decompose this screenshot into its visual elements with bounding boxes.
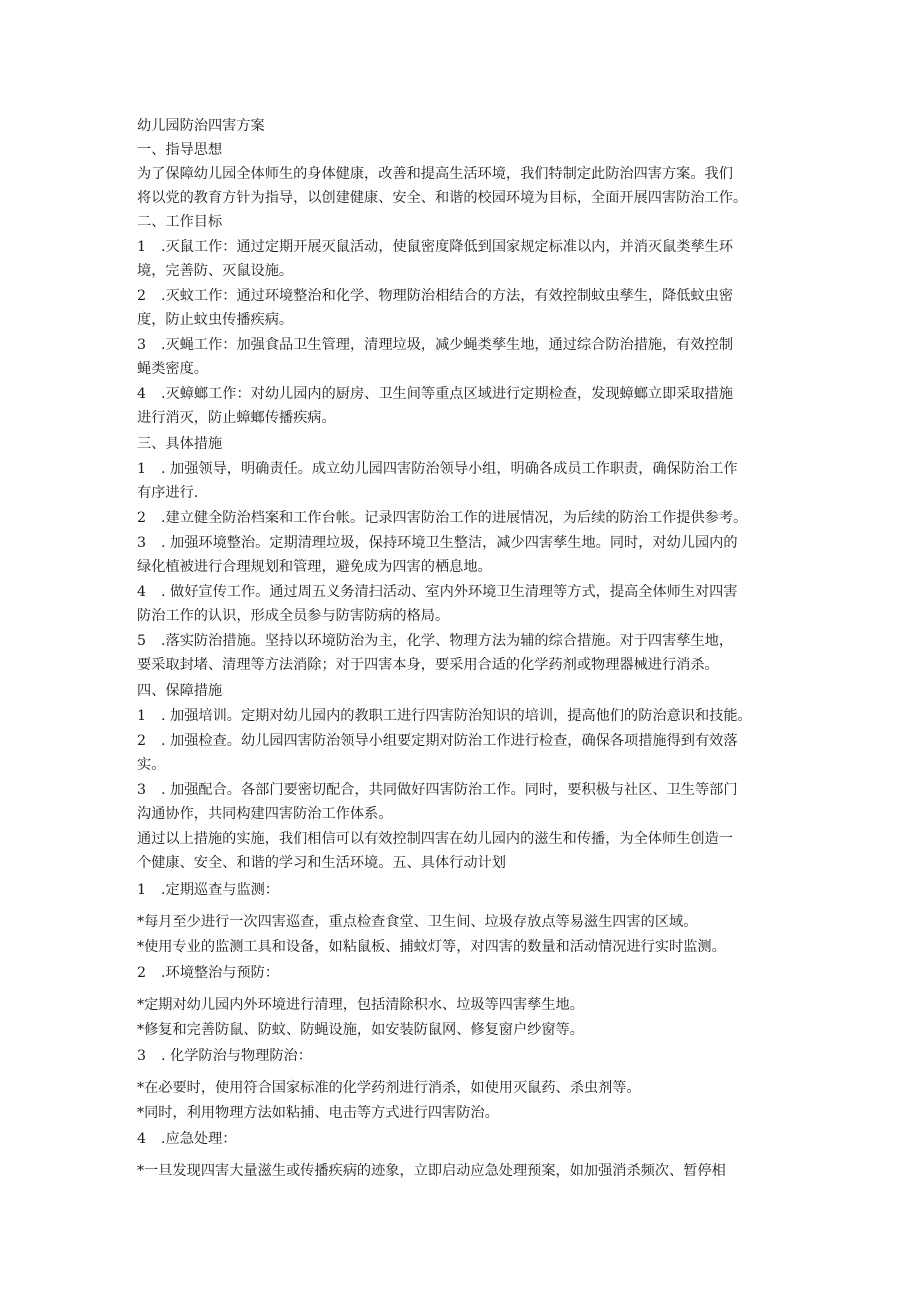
paragraph-line: 防治工作的认识，形成全员参与防害防病的格局。 [137,608,450,624]
list-number: 1 [137,882,147,898]
list-number: 3 [137,337,147,353]
bullet-line: *每月至少进行一次四害巡查，重点检查食堂、卫生间、垃圾存放点等易滋生四害的区域。 [137,914,698,930]
list-text: . 加强配合。各部门要密切配合，共同做好四害防治工作。同时，要积极与社区、卫生等部门 [161,782,738,798]
list-text: .落实防治措施。坚持以环境防治为主，化学、物理方法为辅的综合措施。对于四害孳生地， [161,633,734,649]
list-text: . 做好宣传工作。通过周五义务清扫活动、室内外环境卫生清理等方式，提高全体师生对四害 [161,584,738,600]
paragraph-line: 沟通协作，共同构建四害防治工作体系。 [137,806,393,822]
paragraph-line: 境，完善防、灭鼠设施。 [137,263,294,279]
list-number: 5 [137,633,147,649]
document-title: 幼儿园防治四害方案 [137,118,265,134]
bullet-line: *一旦发现四害大量滋生或传播疾病的迹象，立即启动应急处理预案，如加强消杀频次、暂停相 [137,1163,726,1179]
bullet-line: *在必要时，使用符合国家标准的化学药剂进行消杀，如使用灭鼠药、杀虫剂等。 [137,1080,641,1096]
list-text: . 加强培训。定期对幼儿园内的教职工进行四害防治知识的培训，提高他们的防治意识和技能。 [161,708,752,724]
list-item [137,335,733,357]
list-text: . 化学防治与物理防治： [161,1048,312,1064]
list-text: .建立健全防治档案和工作台帐。记录四害防治工作的进展情况，为后续的防治工作提供参考。 [161,510,748,526]
list-item [137,731,738,753]
paragraph-line: 为了保障幼儿园全体师生的身体健康，改善和提高生活环境，我们特制定此防治四害方案。我们 [137,166,733,182]
list-item [137,237,733,259]
list-text: .灭蚊工作：通过环境整治和化学、物理防治相结合的方法，有效控制蚊虫孳生，降低蚊虫密 [161,288,734,304]
action-heading [137,1046,312,1068]
list-number: 1 [137,239,147,255]
list-number: 2 [137,965,147,981]
list-number: 4 [137,1131,147,1147]
list-text: .应急处理： [161,1131,237,1147]
paragraph-line: 蝇类密度。 [137,361,208,377]
list-item [137,508,747,530]
list-number: 4 [137,584,147,600]
section-heading-safeguards: 四、保障措施 [137,683,223,699]
list-number: 3 [137,782,147,798]
list-text: .灭鼠工作：通过定期开展灭鼠活动，使鼠密度降低到国家规定标准以内，并消灭鼠类孳生环 [161,239,734,255]
action-heading [137,1129,236,1151]
section-heading-guiding-thought: 一、指导思想 [137,142,223,158]
list-item [137,459,738,481]
section-heading-measures: 三、具体措施 [137,436,223,452]
list-item [137,384,733,406]
bullet-line: *定期对幼儿园内外环境进行清理，包括清除积水、垃圾等四害孳生地。 [137,997,584,1013]
list-number: 2 [137,288,147,304]
paragraph-line: 进行消灭，防止蟑螂传播疾病。 [137,410,336,426]
list-item [137,706,752,728]
list-number: 3 [137,1048,147,1064]
paragraph-line: 将以党的教育方针为指导，以创建健康、安全、和谐的校园环境为目标，全面开展四害防治工作。 [137,190,748,206]
bullet-line: *修复和完善防鼠、防蚊、防蝇设施，如安装防鼠网、修复窗户纱窗等。 [137,1022,584,1038]
list-item [137,582,738,604]
list-item [137,533,738,555]
list-item [137,780,738,802]
list-text: . 加强领导，明确责任。成立幼儿园四害防治领导小组，明确各成员工作职责，确保防治工作 [161,461,738,477]
list-number: 4 [137,386,147,402]
bullet-line: *使用专业的监测工具和设备，如粘鼠板、捕蚊灯等，对四害的数量和活动情况进行实时监测。 [137,939,726,955]
paragraph-line: 绿化植被进行合理规划和管理，避免成为四害的栖息地。 [137,559,492,575]
action-heading [137,963,279,985]
list-number: 2 [137,510,147,526]
list-item [137,631,733,653]
list-number: 1 [137,461,147,477]
list-text: .灭蟑螂工作：对幼儿园内的厨房、卫生间等重点区域进行定期检查，发现蟑螂立即采取措施 [161,386,734,402]
action-heading [137,880,279,902]
list-text: .环境整治与预防： [161,965,280,981]
paragraph-line: 有序进行. [137,485,199,501]
section-heading-work-goals: 二、工作目标 [137,214,223,230]
list-item [137,286,733,308]
list-number: 2 [137,733,147,749]
list-text: .灭蝇工作：加强食品卫生管理，清理垃圾，减少蝇类孳生地，通过综合防治措施，有效控制 [161,337,734,353]
paragraph-line: 要采取封堵、清理等方法消除；对于四害本身，要采用合适的化学药剂或物理器械进行消杀。 [137,657,719,673]
bullet-line: *同时，利用物理方法如粘捕、电击等方式进行四害防治。 [137,1105,499,1121]
paragraph-line: 通过以上措施的实施，我们相信可以有效控制四害在幼儿园内的滋生和传播，为全体师生创造一 [137,831,733,847]
list-text: . 加强环境整治。定期清理垃圾，保持环境卫生整洁，减少四害孳生地。同时，对幼儿园内的 [161,535,738,551]
list-number: 3 [137,535,147,551]
list-text: .定期巡查与监测： [161,882,280,898]
paragraph-line: 实。 [137,757,166,773]
paragraph-line: 个健康、安全、和谐的学习和生活环境。五、具体行动计划 [137,855,506,871]
paragraph-line: 度，防止蚊虫传播疾病。 [137,312,294,328]
list-number: 1 [137,708,147,724]
list-text: . 加强检查。幼儿园四害防治领导小组要定期对防治工作进行检查，确保各项措施得到有效落 [161,733,738,749]
